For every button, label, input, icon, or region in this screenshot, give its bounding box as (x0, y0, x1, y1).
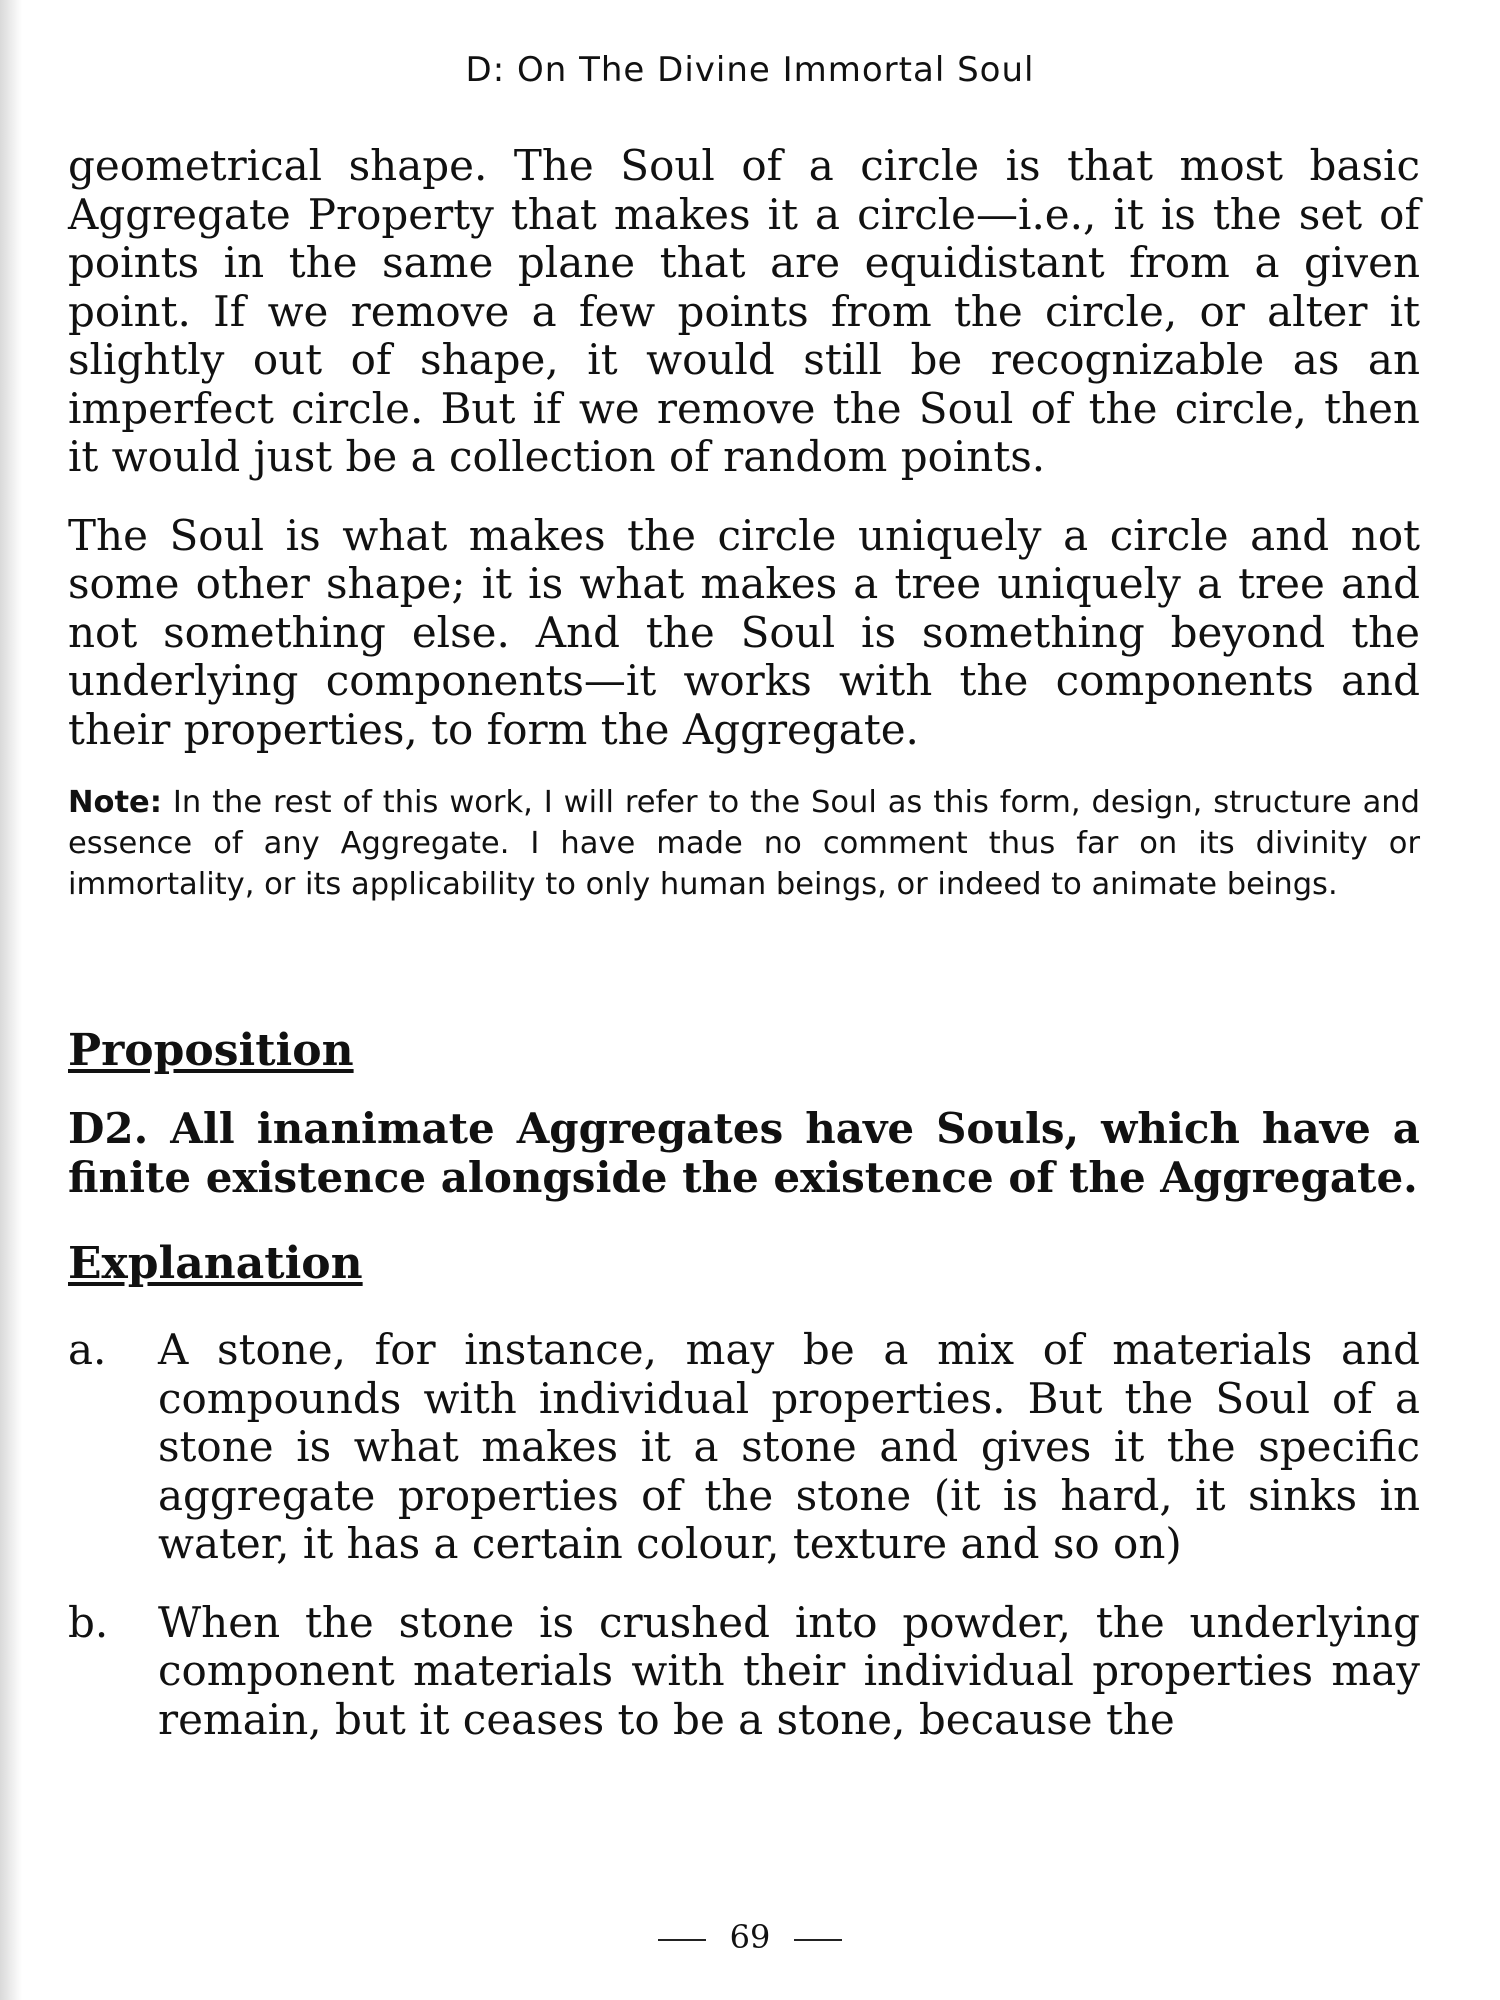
page-number: 69 (729, 1918, 771, 1956)
body-paragraph-2: The Soul is what makes the circle uniquely a circle and not some other shape; it is what makes a tree uniquely a tree and not something else. And the Soul is something beyond the underlying components—it works with the components and their properties, to form the Aggregate. (68, 510, 1420, 754)
note-label: Note: (68, 785, 162, 820)
explanation-heading: Explanation (68, 1238, 363, 1289)
page-number-footer (0, 1918, 1500, 1956)
note-text: In the rest of this work, I will refer to the Soul as this form, design, structure and essence of any Aggregate. I have made no comment thus far on its divinity or immortality, or its applicability to only human beings, or indeed to animate beings. (68, 785, 1420, 902)
running-head: D: On The Divine Immortal Soul (465, 50, 1035, 90)
folio-rule-right (794, 1939, 842, 1941)
list-marker: b. (68, 1597, 109, 1647)
list-item-text: A stone, for instance, may be a mix of materials and compounds with individual properties. But the Soul of a stone is what makes it a stone and gives it the specific aggregate properties of the stone (it is hard, it sinks in water, it has a certain colour, texture and so on) (158, 1325, 1420, 1568)
list-item-text: When the stone is crushed into powder, the underlying component materials with their individual properties may remain, but it ceases to be a stone, because the (158, 1597, 1420, 1744)
page-content (68, 142, 1420, 1744)
page-gutter-shadow (0, 0, 22, 2000)
list-marker: a. (68, 1325, 107, 1374)
note-paragraph (68, 782, 1420, 905)
folio-rule-left (658, 1939, 706, 1941)
list-item (68, 1326, 1420, 1569)
proposition-statement: D2. All inanimate Aggregates have Souls, which have a finite existence alongside the existence of the Aggregate. (68, 1104, 1420, 1202)
proposition-heading: Proposition (68, 1025, 354, 1076)
body-paragraph-1: geometrical shape. The Soul of a circle is that most basic Aggregate Property that makes it a circle—i.e., it is the set of points in the same plane that are equidistant from a given point. If we remove a few points from the circle, or alter it slightly out of shape, it would still be recognizable as an imperfect circle. But if we remove the Soul of the circle, then it would just be a collection of random points. (68, 141, 1420, 481)
list-item (68, 1599, 1420, 1745)
explanation-list (68, 1326, 1420, 1744)
